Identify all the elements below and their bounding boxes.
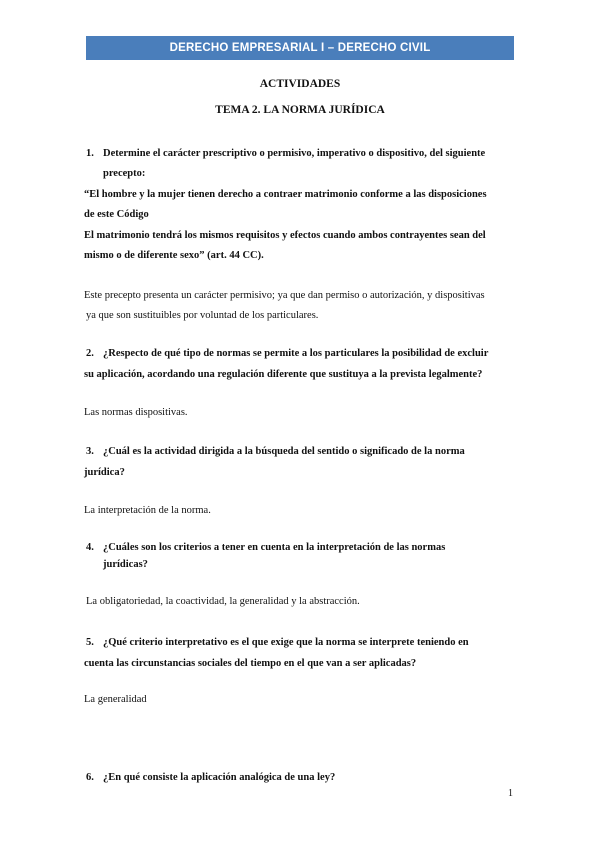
question-5-line-1: ¿Qué criterio interpretativo es el que exige que la norma se interprete teniendo en	[103, 637, 469, 648]
question-3-number: 3.	[86, 446, 94, 457]
question-5-number: 5.	[86, 637, 94, 648]
page-subtitle: TEMA 2. LA NORMA JURÍDICA	[215, 104, 385, 116]
answer-1-line-1: Este precepto presenta un carácter permisivo; ya que dan permiso o autorización, y dispositivas	[84, 290, 485, 301]
question-4-line-1: ¿Cuáles son los criterios a tener en cuenta en la interpretación de las normas	[103, 542, 446, 553]
question-1-line-1: Determine el carácter prescriptivo o permisivo, imperativo o dispositivo, del siguiente	[103, 148, 486, 159]
question-6-number: 6.	[86, 772, 94, 783]
header-banner: DERECHO EMPRESARIAL I – DERECHO CIVIL	[86, 36, 514, 60]
answer-2: Las normas dispositivas.	[84, 407, 188, 418]
quote-line-1: “El hombre y la mujer tienen derecho a contraer matrimonio conforme a las disposiciones	[84, 189, 487, 200]
answer-5: La generalidad	[84, 694, 147, 705]
question-2-line-1: ¿Respecto de qué tipo de normas se permite a los particulares la posibilidad de excluir	[103, 348, 489, 359]
question-3-line-1: ¿Cuál es la actividad dirigida a la búsqueda del sentido o significado de la norma	[103, 446, 465, 457]
question-3-line-2: jurídica?	[84, 467, 125, 478]
question-4-line-2: jurídicas?	[103, 559, 148, 570]
question-2-number: 2.	[86, 348, 94, 359]
question-5-line-2: cuenta las circunstancias sociales del tiempo en el que van a ser aplicadas?	[84, 658, 417, 669]
page-title: ACTIVIDADES	[259, 78, 341, 90]
question-4-number: 4.	[86, 542, 94, 553]
question-1-number: 1.	[86, 148, 94, 159]
question-1-line-2: precepto:	[103, 168, 146, 179]
question-2-line-2: su aplicación, acordando una regulación diferente que sustituya a la prevista legalmente?	[84, 369, 483, 380]
answer-1-line-2: ya que son sustituibles por voluntad de los particulares.	[86, 310, 319, 321]
quote-line-2: de este Código	[84, 209, 149, 220]
answer-4: La obligatoriedad, la coactividad, la generalidad y la abstracción.	[86, 596, 360, 607]
quote-line-3: El matrimonio tendrá los mismos requisitos y efectos cuando ambos contrayentes sean del	[84, 230, 486, 241]
page-number: 1	[508, 788, 513, 799]
answer-3: La interpretación de la norma.	[84, 505, 211, 516]
question-6-line-1: ¿En qué consiste la aplicación analógica de una ley?	[103, 772, 336, 783]
quote-line-4: mismo o de diferente sexo” (art. 44 CC).	[84, 250, 264, 261]
